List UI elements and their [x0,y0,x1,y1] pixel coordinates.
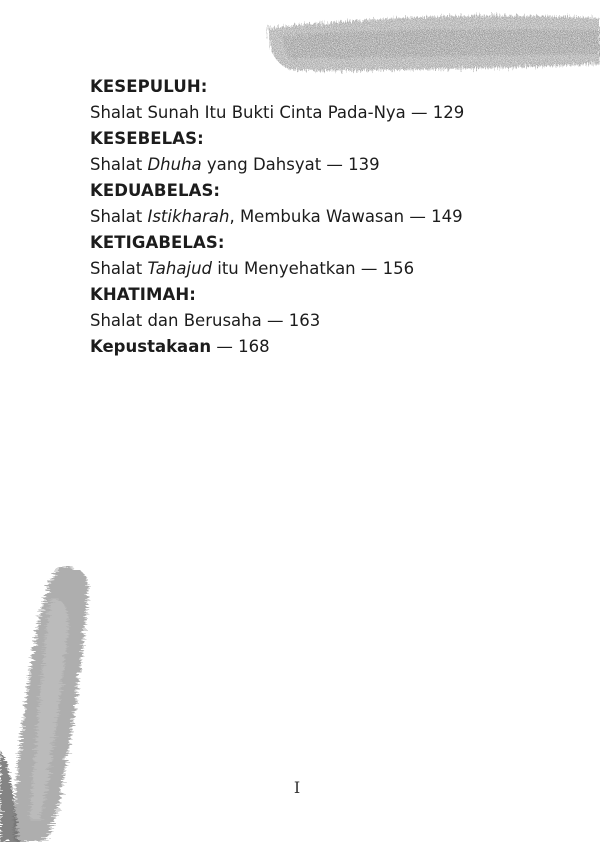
toc-entry [90,230,570,282]
chapter-label: KHATIMAH: [90,285,196,304]
bibliography-label: Kepustakaan [90,337,212,356]
chapter-title: Shalat Dhuha yang Dahsyat — 139 [90,155,380,174]
page-number: I [293,778,301,797]
toc-entry [90,178,570,230]
brush-stroke-decoration-top [262,6,600,76]
chapter-page-number: 149 [431,207,463,226]
chapter-title: Shalat Istikharah, Membuka Wawasan — 149 [90,207,463,226]
chapter-page-number: 129 [432,103,465,122]
chapter-title: Shalat dan Berusaha — 163 [90,311,321,330]
chapter-title: Shalat Tahajud itu Menyehatkan — 156 [90,259,415,278]
chapter-label: KESEPULUH: [90,77,208,96]
chapter-title: Shalat Sunah Itu Bukti Cinta Pada-Nya — 129 [90,103,465,122]
chapter-page-number: 139 [348,155,380,174]
toc-entry [90,74,570,126]
bibliography-page-number: 168 [238,337,270,356]
table-of-contents [90,74,570,360]
bibliography-entry: Kepustakaan — 168 [90,337,270,356]
chapter-label: KESEBELAS: [90,129,204,148]
chapter-label: KEDUABELAS: [90,181,221,200]
toc-entry [90,282,570,334]
chapter-page-number: 163 [288,311,321,330]
toc-entry [90,126,570,178]
brush-stroke-decoration-left [0,560,110,842]
chapter-label: KETIGABELAS: [90,233,225,252]
chapter-page-number: 156 [382,259,415,278]
